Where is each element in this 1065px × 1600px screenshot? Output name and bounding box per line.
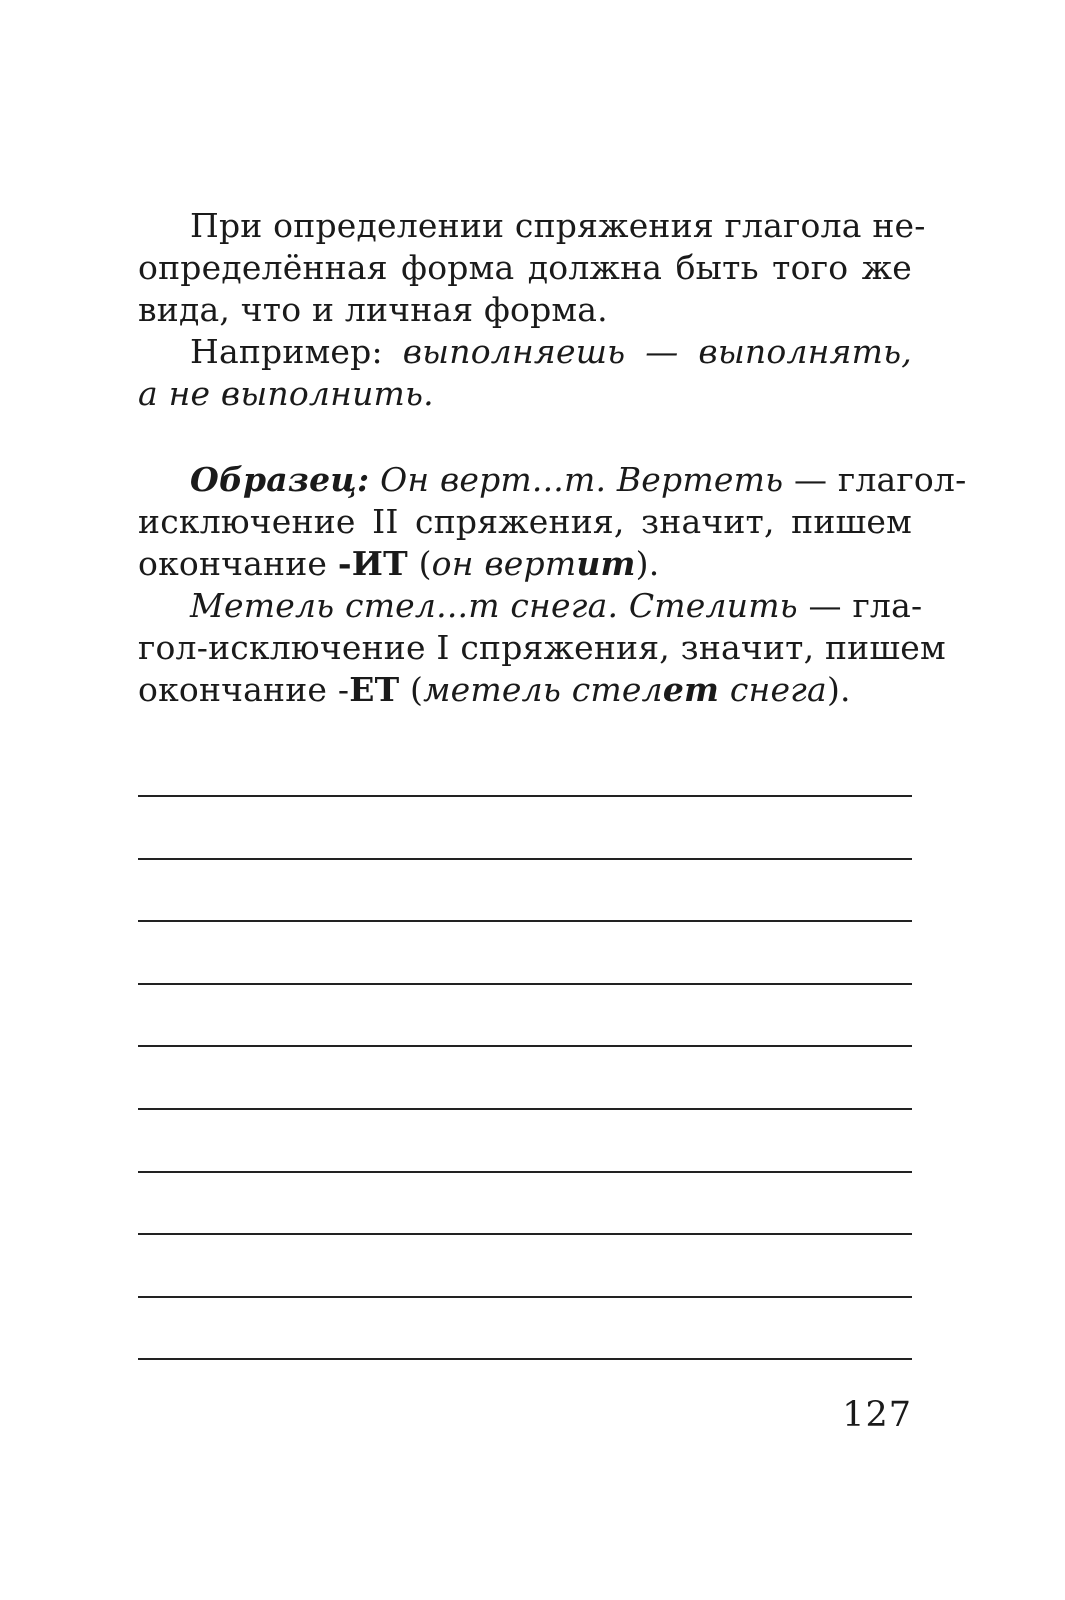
writing-line — [138, 1233, 912, 1235]
writing-line — [138, 920, 912, 922]
example-line-2 — [138, 373, 912, 415]
sample-1-line-2: исключение II спряжения, значит, пишем — [138, 502, 912, 541]
writing-line — [138, 1045, 912, 1047]
sample-label: Образец: — [190, 460, 370, 499]
writing-line — [138, 983, 912, 985]
page-number: 127 — [842, 1395, 912, 1435]
writing-line — [138, 1296, 912, 1298]
sample-2-paragraph — [138, 585, 946, 711]
example-label: Например: — [190, 332, 403, 371]
writing-line — [138, 1358, 912, 1360]
rule-line-1: При определении спряжения глагола не- — [190, 206, 926, 245]
rule-paragraph — [138, 205, 926, 415]
example-text-1: выполняешь — выполнять, — [402, 332, 912, 371]
sample-2-line-2: гол-исключение I спряжения, значит, пишем — [138, 628, 946, 667]
sample-2-italic: Метель стел...т снега. Стелить — [190, 586, 798, 625]
sample-1-paragraph — [138, 459, 967, 585]
sample-2-line-3: окончание -ЕТ (метель стелет снега). — [138, 670, 851, 709]
sample-2-phrase: метель стелет снега — [423, 670, 827, 709]
writing-line — [138, 1108, 912, 1110]
sample-1-line-1 — [138, 459, 967, 501]
writing-line — [138, 858, 912, 860]
sample-1-phrase: он вертит — [431, 544, 636, 583]
rule-line-3: вида, что и личная форма. — [138, 290, 608, 329]
rule-line-2: определённая форма должна быть того же — [138, 248, 912, 287]
sample-1-text-after: — глагол- — [783, 460, 967, 499]
writing-line — [138, 1171, 912, 1173]
ending-it: -ИТ — [337, 544, 408, 583]
ending-et: ЕТ — [349, 670, 400, 709]
example-text-2: а не выполнить. — [138, 374, 434, 413]
sample-1-line-3: окончание -ИТ (он вертит). — [138, 544, 660, 583]
example-line-1 — [138, 331, 912, 373]
sample-2-line-1: Метель стел...т снега. Стелить — гла- — [190, 586, 923, 625]
writing-line — [138, 795, 912, 797]
sample-1-italic: Он верт...т. Вертеть — [369, 460, 784, 499]
